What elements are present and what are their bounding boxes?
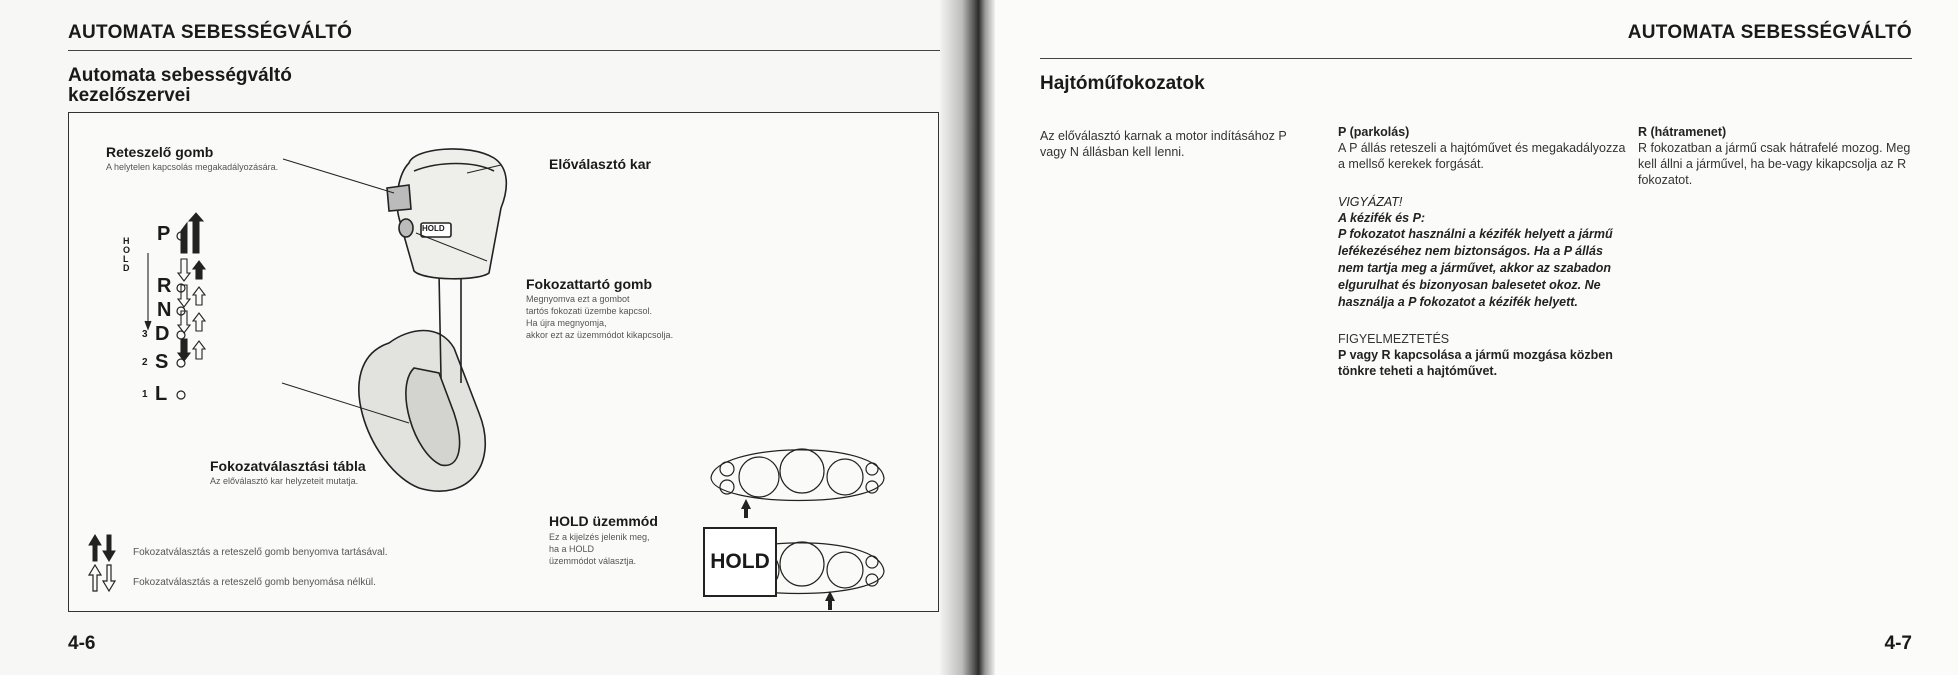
caution-text: P fokozatot használni a kézifék helyett a jármű lefékezéséhez nem biztonságos. Ha a P állás nem tartja meg a járművet, akkor az szabadon elgurulhat és bizonyosan balesetet okoz. Ne használja a P fokozatot a kézifék helyett. <box>1338 227 1613 309</box>
hold-button-title: Fokozattartó gomb <box>526 276 652 292</box>
lock-button-desc: A helytelen kapcsolás megakadályozására. <box>106 162 279 172</box>
shift-plate-desc: Az előválasztó kar helyzeteit mutatja. <box>210 476 359 486</box>
reverse-column <box>1638 124 1916 188</box>
lock-button-title: Reteszelő gomb <box>106 144 214 160</box>
left-header-rule <box>68 50 940 51</box>
reverse-title: R (hátramenet) <box>1638 125 1727 139</box>
reverse-text: R fokozatban a jármű csak hátrafelé mozog. Meg kell állni a járművel, ha be-vagy kikapcsolja az R fokozatot. <box>1638 141 1911 187</box>
right-page <box>970 0 1958 675</box>
hold-vertical-label: HOLD <box>123 236 131 273</box>
right-running-header: AUTOMATA SEBESSÉGVÁLTÓ <box>1627 22 1912 43</box>
shifter-illustration <box>69 113 938 611</box>
left-running-header: AUTOMATA SEBESSÉGVÁLTÓ <box>68 22 353 43</box>
hold-mode-desc: Ez a kijelzés jelenik meg, ha a HOLD üzemmódot választja. <box>549 532 650 566</box>
legend-item-with-lock: Fokozatválasztás a reteszelő gomb benyomva tartásával. <box>133 547 388 558</box>
caution-title: VIGYÁZAT! <box>1338 195 1403 209</box>
position-1-number: 1 <box>142 389 148 400</box>
intro-column: Az előválasztó karnak a motor indításához P vagy N állásban kell lenni. <box>1040 129 1287 159</box>
notice-text: P vagy R kapcsolása a jármű mozgása közben tönkre teheti a hajtóművet. <box>1338 348 1613 378</box>
right-section-title: Hajtóműfokozatok <box>1040 73 1205 94</box>
controls-figure <box>68 112 939 612</box>
park-column <box>1338 124 1628 379</box>
left-section-title-line1: Automata sebességváltó <box>68 65 292 86</box>
position-r: R <box>157 275 172 297</box>
position-s: S <box>155 351 169 373</box>
position-n: N <box>157 299 172 321</box>
selector-lever-title: Előválasztó kar <box>549 156 651 172</box>
right-header-rule <box>1040 58 1912 59</box>
caution-subtitle: A kézifék és P: <box>1338 211 1426 225</box>
right-page-number: 4-7 <box>1884 633 1912 654</box>
hold-indicator: HOLD <box>703 527 777 597</box>
left-section-title-line2: kezelőszervei <box>68 85 191 106</box>
left-page-number: 4-6 <box>68 633 96 654</box>
book-gutter-shadow <box>940 0 995 675</box>
position-l: L <box>155 383 168 405</box>
hold-mode-title: HOLD üzemmód <box>549 513 658 529</box>
left-page <box>0 0 970 675</box>
hold-button-desc: Megnyomva ezt a gombot tartós fokozati üzembe kapcsol. Ha újra megnyomja, akkor ezt az üzemmódot kikapcsolja. <box>526 294 674 340</box>
position-p: P <box>157 223 171 245</box>
park-text: A P állás reteszeli a hajtóművet és megakadályozza a mellső kerekek forgását. <box>1338 141 1626 171</box>
position-2-number: 2 <box>142 357 148 368</box>
park-title: P (parkolás) <box>1338 125 1410 139</box>
shift-plate-title: Fokozatválasztási tábla <box>210 458 366 474</box>
notice-title: FIGYELMEZTETÉS <box>1338 332 1450 346</box>
legend-item-without-lock: Fokozatválasztás a reteszelő gomb benyomása nélkül. <box>133 577 376 588</box>
position-d: D <box>155 323 170 345</box>
lever-hold-badge: HOLD <box>422 224 445 233</box>
position-3-number: 3 <box>142 329 148 340</box>
